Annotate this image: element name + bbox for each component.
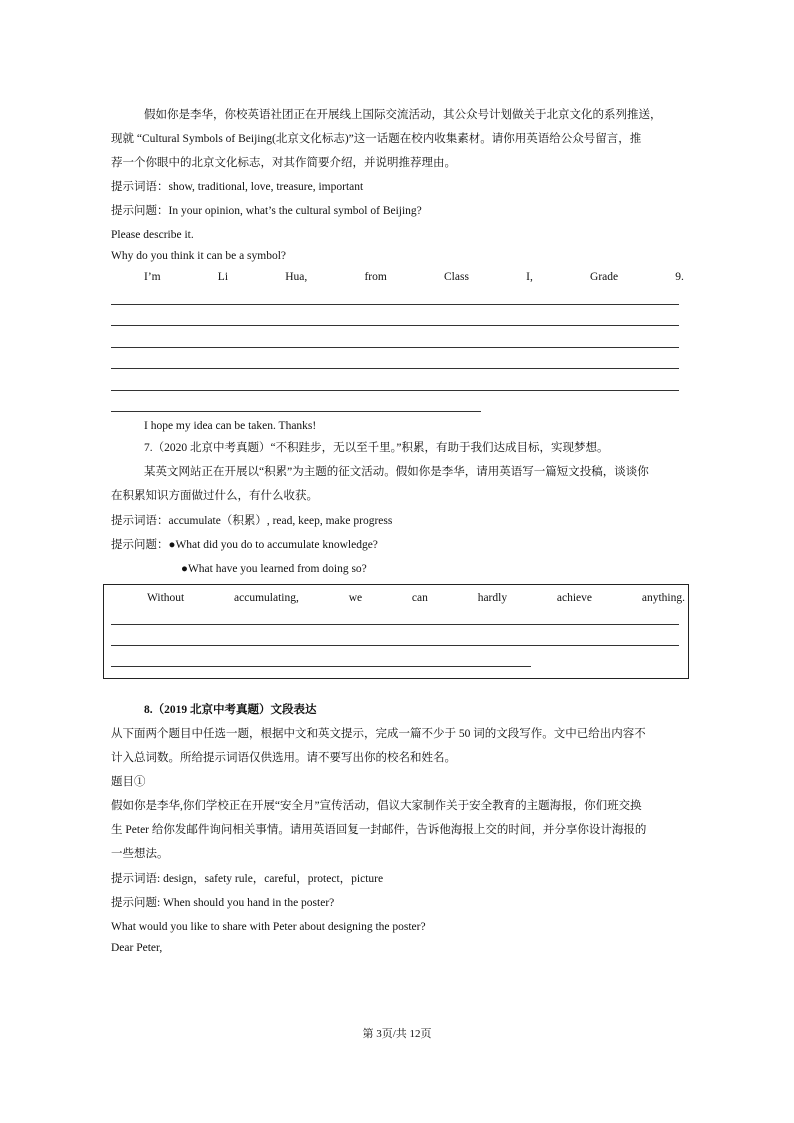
q7-start-word: can (411, 592, 428, 604)
q6-start-word: Grade (590, 271, 619, 283)
q6-start-word: I’m (144, 271, 161, 283)
q7-title: 7.（2020 北京中考真题）“不积跬步，无以至千里。”积累，有助于我们达成目标，实现梦想。 (144, 442, 609, 454)
q8-hint-question-2: What would you like to share with Peter about designing the poster? (111, 921, 426, 933)
q6-answer-line[interactable] (111, 325, 679, 326)
q8-hint-question-1: 提示问题: When should you hand in the poster? (111, 897, 335, 909)
q6-answer-line[interactable] (111, 304, 679, 305)
q8-instructions-line-1: 从下面两个题目中任选一题，根据中文和英文提示，完成一篇不少于 50 词的文段写作。文中已给出内容不 (111, 728, 646, 740)
q6-start-word: 9. (675, 271, 684, 283)
q6-answer-line[interactable] (111, 368, 679, 369)
q7-hint-question-1: 提示问题：●What did you do to accumulate knowledge? (111, 539, 378, 551)
q6-answer-line[interactable] (111, 411, 481, 412)
q7-answer-line[interactable] (111, 645, 679, 646)
q6-start-word: from (364, 271, 387, 283)
q8-topic-label: 题目① (111, 776, 146, 788)
q7-start-word: Without (147, 592, 185, 604)
q6-para-line-3: 荐一个你眼中的北京文化标志，对其作简要介绍，并说明推荐理由。 (111, 157, 456, 169)
q6-start-word: I, (526, 271, 533, 283)
q7-answer-line[interactable] (111, 624, 679, 625)
q6-hint-question-3: Why do you think it can be a symbol? (111, 250, 287, 262)
q7-start-word: anything. (641, 592, 685, 604)
q7-answer-start (147, 590, 685, 606)
q6-answer-line[interactable] (111, 390, 679, 391)
q6-start-word: Hua, (285, 271, 308, 283)
q7-start-word: achieve (556, 592, 593, 604)
q7-para-line-1: 某英文网站正在开展以“积累”为主题的征文活动。假如你是李华，请用英语写一篇短文投稿，谈谈你 (144, 466, 649, 478)
q7-start-word: we (348, 592, 363, 604)
q7-start-word: hardly (477, 592, 508, 604)
q6-hint-question-1: 提示问题：In your opinion, what’s the cultural symbol of Beijing? (111, 205, 422, 217)
q6-start-word: Li (217, 271, 229, 283)
q6-hint-words: 提示词语：show, traditional, love, treasure, important (111, 181, 364, 193)
q6-para-line-1: 假如你是李华，你校英语社团正在开展线上国际交流活动，其公众号计划做关于北京文化的系列推送， (144, 109, 662, 121)
q8-instructions-line-2: 计入总词数。所给提示词语仅供选用。请不要写出你的校名和姓名。 (111, 752, 456, 764)
q6-answer-start (144, 269, 684, 285)
q7-answer-line[interactable] (111, 666, 531, 667)
q6-closing: I hope my idea can be taken. Thanks! (144, 420, 317, 432)
q8-para-line-1: 假如你是李华,你们学校正在开展“安全月”宣传活动，倡议大家制作关于安全教育的主题海报，你们班交换 (111, 800, 642, 812)
q8-hint-words: 提示词语: design，safety rule，careful，protect，picture (111, 873, 384, 885)
q7-hint-words: 提示词语：accumulate（积累）, read, keep, make progress (111, 515, 393, 527)
q8-title: 8.（2019 北京中考真题）文段表达 (144, 704, 317, 716)
q6-answer-line[interactable] (111, 347, 679, 348)
page-number-footer: 第 3页/共 12页 (362, 1028, 432, 1040)
q6-start-word: Class (444, 271, 469, 283)
q6-hint-question-2: Please describe it. (111, 229, 194, 241)
q7-para-line-2: 在积累知识方面做过什么，有什么收获。 (111, 490, 318, 502)
q8-para-line-2: 生 Peter 给你发邮件询问相关事情。请用英语回复一封邮件，告诉他海报上交的时间，并分享你设计海报的 (111, 824, 647, 836)
q7-start-word: accumulating, (234, 592, 299, 604)
q8-para-line-3: 一些想法。 (111, 848, 169, 860)
q8-salutation: Dear Peter, (111, 942, 163, 954)
q7-hint-question-2: ●What have you learned from doing so? (181, 563, 367, 575)
q6-para-line-2: 现就 “Cultural Symbols of Beijing(北京文化标志)”这一话题在校内收集素材。请你用英语给公众号留言，推 (111, 133, 642, 145)
